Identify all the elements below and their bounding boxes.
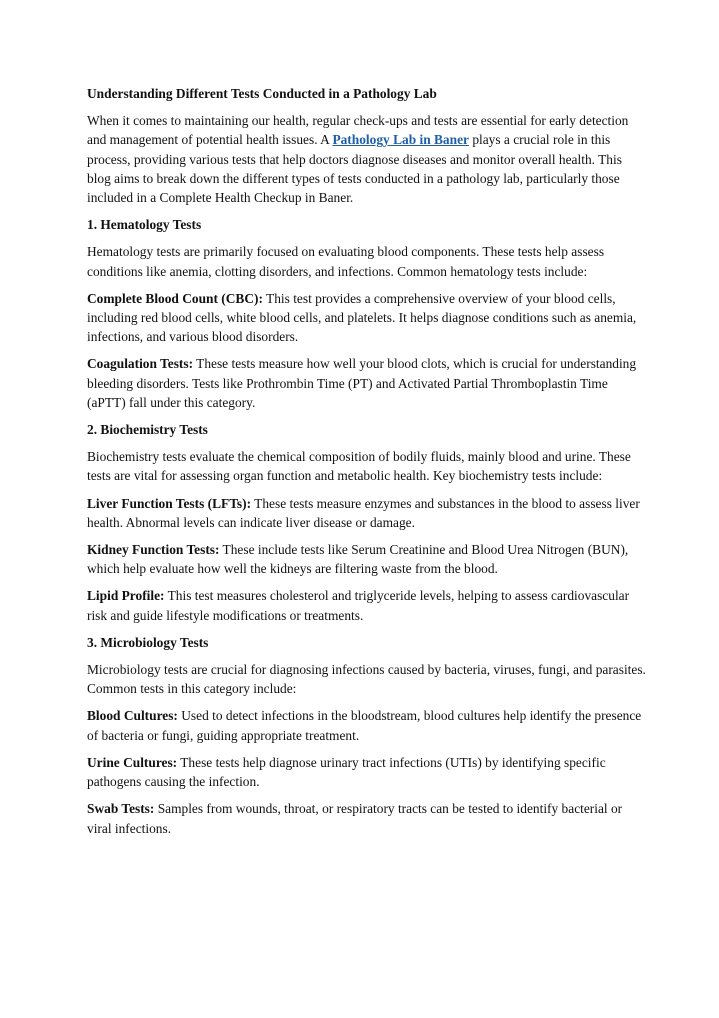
intro-text-after-link: plays a crucial role in this process, providing various tests that help doctors diagnose diseases and monitor overall health. This blog aims to break down the different types of tests conducted in a pathology lab, particularly those included in a Complete Health Checkup in Baner. (87, 132, 622, 206)
section-intro-microbiology: Microbiology tests are crucial for diagnosing infections caused by bacteria, viruses, fungi, and parasites. Common tests in this category include: (87, 662, 646, 697)
test-description: Used to detect infections in the bloodstream, blood cultures help identify the presence of bacteria or fungi, guiding appropriate treatment. (87, 708, 642, 743)
intro-paragraph (87, 111, 647, 207)
test-item-urine-cultures (87, 753, 647, 791)
test-term: Blood Cultures: (87, 708, 178, 724)
test-term: Swab Tests: (87, 801, 155, 817)
intro-text-before-link: When it comes to maintaining our health, regular check-ups and tests are essential for early detection and management of potential health issues. A (87, 113, 629, 148)
test-description: These tests help diagnose urinary tract infections (UTIs) by identifying specific pathogens causing the infection. (87, 754, 606, 790)
test-description: These tests measure how well your blood clots, which is crucial for understanding bleeding disorders. Tests like Prothrombin Time (PT) and Activated Partial Thromboplastin Time (aPTT) fall under this category. (87, 356, 637, 410)
test-item-lft (87, 494, 647, 532)
test-item-coagulation (87, 354, 647, 412)
test-term: Complete Blood Count (CBC): (87, 290, 263, 306)
test-description: These include tests like Serum Creatinine and Blood Urea Nitrogen (BUN), which help evaluate how well the kidneys are filtering waste from the blood. (87, 542, 629, 577)
test-term: Coagulation Tests: (87, 356, 194, 372)
section-heading-microbiology: 3. Microbiology Tests (87, 634, 209, 650)
section-intro-biochemistry: Biochemistry tests evaluate the chemical composition of bodily fluids, mainly blood and urine. These tests are vital for assessing organ function and metabolic health. Key biochemistry tests include: (87, 449, 631, 484)
section-intro-hematology: Hematology tests are primarily focused on evaluating blood components. These tests help assess conditions like anemia, clotting disorders, and infections. Common hematology tests include: (87, 244, 605, 279)
test-term: Liver Function Tests (LFTs): (87, 495, 252, 511)
test-item-blood-cultures (87, 706, 647, 744)
test-item-cbc (87, 289, 647, 347)
test-term: Urine Cultures: (87, 754, 178, 770)
test-description: This test provides a comprehensive overview of your blood cells, including red blood cells, white blood cells, and platelets. It helps diagnose conditions such as anemia, infections, and various blood disorders. (87, 290, 637, 345)
test-item-lipid (87, 586, 647, 624)
pathology-lab-link[interactable]: Pathology Lab in Baner (332, 132, 469, 148)
test-description: These tests measure enzymes and substances in the blood to assess liver health. Abnormal levels can indicate liver disease or damage. (87, 495, 640, 530)
section-heading-biochemistry: 2. Biochemistry Tests (87, 422, 208, 438)
test-item-swab (87, 799, 647, 837)
test-term: Kidney Function Tests: (87, 542, 220, 558)
test-item-kidney (87, 540, 647, 578)
document-page (87, 84, 647, 846)
test-term: Lipid Profile: (87, 588, 165, 604)
section-heading-hematology: 1. Hematology Tests (87, 217, 202, 233)
document-title: Understanding Different Tests Conducted in a Pathology Lab (87, 86, 437, 101)
test-description: Samples from wounds, throat, or respiratory tracts can be tested to identify bacterial or viral infections. (87, 801, 623, 836)
test-description: This test measures cholesterol and triglyceride levels, helping to assess cardiovascular risk and guide lifestyle modifications or treatments. (87, 588, 630, 623)
